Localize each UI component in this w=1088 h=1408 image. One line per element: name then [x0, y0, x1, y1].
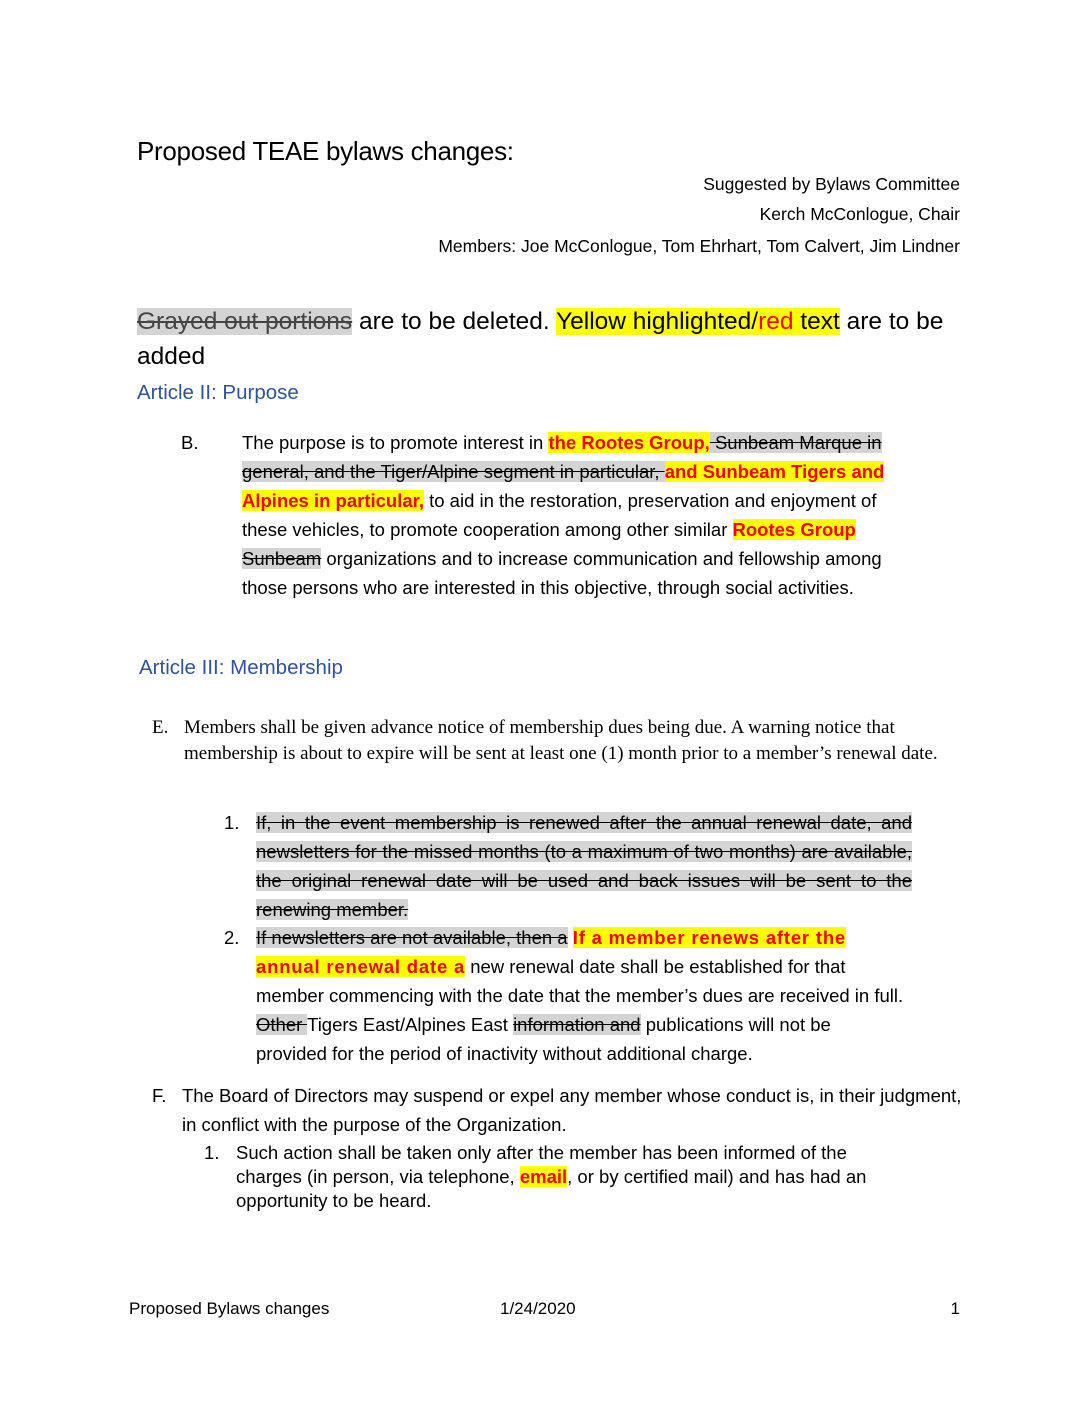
byline-committee: Suggested by Bylaws Committee — [703, 174, 960, 194]
membership-item-e: Members shall be given advance notice of membership dues being due. A warning notice that membership is about to expire will be sent at least one (1) month prior to a member’s renewal date. — [184, 717, 938, 764]
footer-page-number: 1 — [950, 1299, 960, 1318]
membership-text: new renewal date shall be established for that member commencing with the date that the member’s dues are received in full. — [256, 956, 904, 1006]
legend-text-end: are to be added — [137, 308, 944, 370]
legend-added-text-end: text — [793, 308, 840, 335]
purpose-paragraph — [242, 428, 908, 602]
legend-added-sample — [556, 308, 840, 335]
item-marker: F. — [152, 1085, 167, 1106]
item-marker: B. — [181, 432, 199, 453]
added-text: If a member renews after the annual renewal date a — [256, 927, 847, 977]
footer-date: 1/24/2020 — [500, 1299, 576, 1318]
sub-marker: 1. — [204, 1142, 220, 1163]
added-text: email — [519, 1166, 568, 1187]
membership-text: Such action shall be taken only after the member has been informed of the charges (in person, via telephone, — [236, 1142, 847, 1187]
article2-heading: Article II: Purpose — [137, 381, 299, 404]
deleted-text: Sunbeam Marque in general, and the Tiger/Alpine segment in particular, — [242, 432, 882, 482]
deleted-text: If newsletters are not available, then a — [256, 927, 568, 948]
purpose-text: The purpose is to promote interest in — [242, 432, 549, 453]
deleted-text: Sunbeam — [242, 548, 322, 569]
change-legend — [137, 304, 967, 374]
added-text: the Rootes Group, — [548, 432, 710, 453]
added-text: Rootes Group — [732, 519, 856, 540]
membership-text: , or by certified mail) and has had an opportunity to be heard. — [236, 1166, 867, 1211]
byline-members: Members: Joe McConlogue, Tom Ehrhart, Tom Calvert, Jim Lindner — [438, 236, 960, 256]
legend-deleted-sample: Grayed out portions — [137, 308, 353, 335]
deleted-text: Other — [256, 1014, 308, 1035]
item-marker: E. — [152, 717, 169, 738]
added-text: and Sunbeam Tigers and Alpines in particular, — [242, 461, 885, 511]
membership-sub-2 — [256, 923, 906, 1068]
page-title: Proposed TEAE bylaws changes: — [137, 136, 514, 166]
legend-red-word: red — [758, 308, 794, 335]
sub-marker: 2. — [224, 927, 240, 948]
membership-text: publications will not be provided for the period of inactivity without additional charge. — [256, 1014, 831, 1064]
sub-marker: 1. — [224, 812, 240, 833]
legend-added-text: Yellow highlighted/ — [556, 308, 759, 335]
membership-sub-1 — [256, 808, 912, 924]
legend-text: are to be deleted. — [352, 308, 557, 335]
membership-sub-f1 — [236, 1141, 916, 1213]
membership-item-f: The Board of Directors may suspend or expel any member whose conduct is, in their judgment, in conflict with the purpose of the Organization. — [182, 1085, 962, 1135]
byline-chair: Kerch McConlogue, Chair — [759, 204, 960, 224]
article3-heading: Article III: Membership — [139, 656, 343, 679]
purpose-text: to aid in the restoration, preservation and enjoyment of these vehicles, to promote cooperation among other similar — [242, 490, 877, 540]
deleted-text: information and — [513, 1014, 641, 1035]
footer-left: Proposed Bylaws changes — [129, 1299, 330, 1318]
membership-text: Tigers East/Alpines East — [307, 1014, 514, 1035]
purpose-text: organizations and to increase communication and fellowship among those persons who are interested in this objective, through social activities. — [242, 548, 882, 598]
deleted-text: If, in the event membership is renewed after the annual renewal date, and newsletters for the missed months (to a maximum of two months) are available, the original renewal date will be used and back issues will be sent to the renewing member. — [256, 812, 912, 920]
